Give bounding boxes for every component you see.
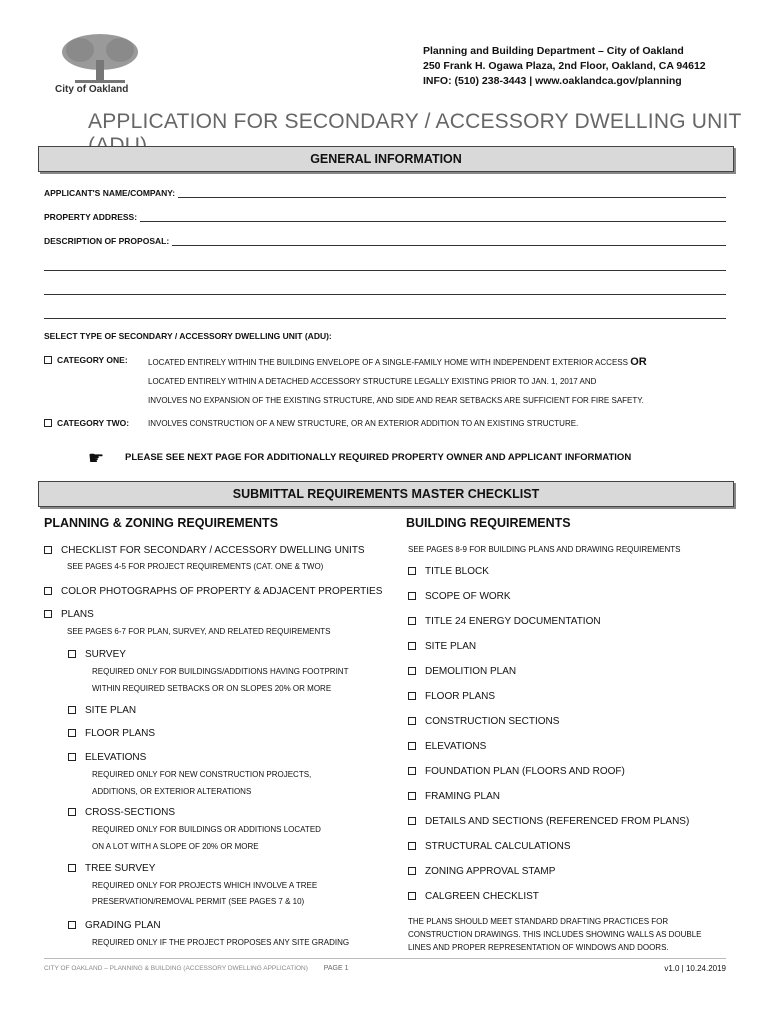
checklist-item-floor-plans[interactable] [68, 728, 155, 739]
checkbox[interactable] [408, 867, 416, 875]
footer-version: v1.0 | 10.24.2019 [664, 964, 726, 973]
item-label: FOUNDATION PLAN (FLOORS AND ROOF) [425, 766, 625, 777]
building-checklist-item[interactable] [408, 841, 571, 852]
category-one-line-3: INVOLVES NO EXPANSION OF THE EXISTING STRUCTURE, AND SIDE AND REAR SETBACKS ARE SUFFICIENT FOR FIRE SAFETY. [148, 396, 644, 405]
survey-note-1: REQUIRED ONLY FOR BUILDINGS/ADDITIONS HAVING FOOTPRINT [92, 667, 349, 676]
checklist-item-elevations[interactable] [68, 752, 146, 763]
building-checklist-item[interactable] [408, 566, 489, 577]
footer-document-name: CITY OF OAKLAND – PLANNING & BUILDING (ACCESSORY DWELLING APPLICATION) [44, 965, 308, 972]
checkbox[interactable] [68, 753, 76, 761]
item-label: CHECKLIST FOR SECONDARY / ACCESSORY DWELLING UNITS [61, 545, 365, 556]
item-label: TITLE 24 ENERGY DOCUMENTATION [425, 616, 601, 627]
planning-requirements-title: PLANNING & ZONING REQUIREMENTS [44, 516, 279, 530]
plans-note: SEE PAGES 6-7 FOR PLAN, SURVEY, AND RELATED REQUIREMENTS [67, 627, 331, 636]
item-label: FRAMING PLAN [425, 791, 501, 802]
building-checklist-item[interactable] [408, 766, 625, 777]
adu-checklist-note: SEE PAGES 4-5 FOR PROJECT REQUIREMENTS (CAT. ONE & TWO) [67, 562, 324, 571]
item-label: SCOPE OF WORK [425, 591, 511, 602]
building-checklist-item[interactable] [408, 866, 555, 877]
category-two-checkbox[interactable] [44, 419, 52, 427]
checkbox[interactable] [408, 617, 416, 625]
property-address-line[interactable] [140, 212, 726, 222]
cross-sections-note-2: ON A LOT WITH A SLOPE OF 20% OR MORE [92, 842, 259, 851]
cross-sections-note-1: REQUIRED ONLY FOR BUILDINGS OR ADDITIONS LOCATED [92, 825, 321, 834]
checkbox[interactable] [408, 792, 416, 800]
checkbox[interactable] [408, 642, 416, 650]
item-label: ELEVATIONS [85, 752, 147, 763]
checkbox[interactable] [44, 587, 52, 595]
checkbox[interactable] [408, 592, 416, 600]
building-checklist-item[interactable] [408, 716, 559, 727]
checkbox[interactable] [408, 817, 416, 825]
drafting-note-line-3: LINES AND PROPER REPRESENTATION OF WINDOWS AND DOORS. [408, 943, 669, 952]
checkbox[interactable] [68, 650, 76, 658]
category-one-option[interactable] [44, 355, 128, 365]
item-label: SURVEY [85, 649, 126, 660]
checkbox[interactable] [68, 808, 76, 816]
item-label: ZONING APPROVAL STAMP [425, 866, 556, 877]
footer-divider [44, 958, 726, 959]
grading-plan-note: REQUIRED ONLY IF THE PROJECT PROPOSES ANY SITE GRADING [92, 938, 350, 947]
checkbox[interactable] [408, 567, 416, 575]
department-address: 250 Frank H. Ogawa Plaza, 2nd Floor, Oakland, CA 94612 [423, 60, 706, 72]
department-info [423, 44, 706, 89]
checkbox[interactable] [44, 546, 52, 554]
tree-survey-note-2: PRESERVATION/REMOVAL PERMIT (SEE PAGES 7 & 10) [92, 897, 305, 906]
category-one-line-2: LOCATED ENTIRELY WITHIN A DETACHED ACCESSORY STRUCTURE LEGALLY EXISTING PRIOR TO JAN. 1, 2017 AND [148, 377, 597, 386]
checklist-header: SUBMITTAL REQUIREMENTS MASTER CHECKLIST [38, 481, 734, 507]
item-label: SITE PLAN [85, 705, 137, 716]
elevations-note-2: ADDITIONS, OR EXTERIOR ALTERATIONS [92, 787, 252, 796]
elevations-note-1: REQUIRED ONLY FOR NEW CONSTRUCTION PROJECTS, [92, 770, 312, 779]
description-line-2[interactable] [44, 270, 726, 271]
checkbox[interactable] [68, 864, 76, 872]
logo-text: City of Oakland [55, 84, 129, 95]
building-checklist-item[interactable] [408, 791, 500, 802]
checklist-item-survey[interactable] [68, 649, 126, 660]
description-line[interactable] [172, 236, 726, 246]
general-information-header: GENERAL INFORMATION [38, 146, 734, 172]
checklist-item-site-plan[interactable] [68, 705, 136, 716]
survey-note-2: WITHIN REQUIRED SETBACKS OR ON SLOPES 20% OR MORE [92, 684, 332, 693]
footer-left [44, 965, 349, 972]
category-two-option[interactable] [44, 418, 129, 428]
footer-page-number: PAGE 1 [323, 965, 349, 972]
checkbox[interactable] [408, 892, 416, 900]
checklist-item-plans[interactable] [44, 609, 94, 620]
page-title: APPLICATION FOR SECONDARY / ACCESSORY DWELLING UNIT [88, 110, 742, 133]
drafting-note-line-2: CONSTRUCTION DRAWINGS. THIS INCLUDES SHOWING WALLS AS DOUBLE [408, 930, 702, 939]
or-text: OR [630, 356, 647, 368]
category-one-label: CATEGORY ONE: [57, 355, 128, 365]
checkbox[interactable] [68, 921, 76, 929]
checkbox[interactable] [408, 667, 416, 675]
building-checklist-item[interactable] [408, 591, 511, 602]
item-label: DEMOLITION PLAN [425, 666, 517, 677]
item-label: CONSTRUCTION SECTIONS [425, 716, 560, 727]
next-page-notice: PLEASE SEE NEXT PAGE FOR ADDITIONALLY REQUIRED PROPERTY OWNER AND APPLICANT INFORMATION [125, 452, 632, 463]
property-address-label: PROPERTY ADDRESS: [44, 212, 138, 222]
building-checklist-item[interactable] [408, 816, 689, 827]
drafting-note-line-1: THE PLANS SHOULD MEET STANDARD DRAFTING PRACTICES FOR [408, 917, 669, 926]
building-checklist-item[interactable] [408, 666, 516, 677]
checklist-item-adu-checklist[interactable] [44, 545, 365, 556]
property-address-field[interactable] [44, 212, 726, 222]
applicant-name-field[interactable] [44, 188, 726, 198]
building-requirements-note: SEE PAGES 8-9 FOR BUILDING PLANS AND DRAWING REQUIREMENTS [408, 545, 681, 554]
building-checklist-item[interactable] [408, 691, 495, 702]
pointing-hand-icon: ☛ [88, 448, 105, 468]
drafting-note [408, 915, 702, 954]
checkbox[interactable] [408, 842, 416, 850]
category-two-label: CATEGORY TWO: [57, 418, 130, 428]
category-two-line-1: INVOLVES CONSTRUCTION OF A NEW STRUCTURE, OR AN EXTERIOR ADDITION TO AN EXISTING STRUCTURE. [148, 419, 579, 428]
item-label: GRADING PLAN [85, 920, 161, 931]
building-checklist-item[interactable] [408, 741, 486, 752]
checkbox[interactable] [44, 610, 52, 618]
item-label: FLOOR PLANS [85, 728, 156, 739]
building-checklist-item[interactable] [408, 891, 539, 902]
checkbox[interactable] [68, 729, 76, 737]
checklist-item-photos[interactable] [44, 586, 382, 597]
item-label: TREE SURVEY [85, 863, 156, 874]
applicant-name-label: APPLICANT'S NAME/COMPANY: [44, 188, 176, 198]
building-requirements-title: BUILDING REQUIREMENTS [406, 516, 571, 530]
item-label: PLANS [61, 609, 94, 620]
checklist-item-grading-plan[interactable] [68, 920, 161, 931]
item-label: STRUCTURAL CALCULATIONS [425, 841, 571, 852]
item-label: CALGREEN CHECKLIST [425, 891, 539, 902]
description-line-3[interactable] [44, 294, 726, 295]
checklist-item-tree-survey[interactable] [68, 863, 155, 874]
checkbox[interactable] [68, 706, 76, 714]
item-label: SITE PLAN [425, 641, 477, 652]
checklist-item-cross-sections[interactable] [68, 807, 175, 818]
tree-survey-note-1: REQUIRED ONLY FOR PROJECTS WHICH INVOLVE A TREE [92, 881, 318, 890]
item-label: DETAILS AND SECTIONS (REFERENCED FROM PLANS) [425, 816, 690, 827]
item-label: TITLE BLOCK [425, 566, 489, 577]
adu-type-prompt: SELECT TYPE OF SECONDARY / ACCESSORY DWELLING UNIT (ADU): [44, 331, 332, 341]
applicant-name-line[interactable] [178, 188, 726, 198]
category-one-text-1: LOCATED ENTIRELY WITHIN THE BUILDING ENVELOPE OF A SINGLE-FAMILY HOME WITH INDEPENDENT EXTERIOR ACCESS [148, 358, 628, 367]
checkbox[interactable] [408, 767, 416, 775]
description-line-4[interactable] [44, 318, 726, 319]
description-label: DESCRIPTION OF PROPOSAL: [44, 236, 170, 246]
item-label: ELEVATIONS [425, 741, 487, 752]
checkbox[interactable] [408, 742, 416, 750]
item-label: CROSS-SECTIONS [85, 807, 176, 818]
category-one-line-1 [148, 356, 647, 368]
item-label: COLOR PHOTOGRAPHS OF PROPERTY & ADJACENT PROPERTIES [61, 586, 383, 597]
building-checklist-item[interactable] [408, 641, 476, 652]
building-checklist-item[interactable] [408, 616, 601, 627]
checkbox[interactable] [408, 692, 416, 700]
department-name: Planning and Building Department – City of Oakland [423, 45, 684, 57]
item-label: FLOOR PLANS [425, 691, 496, 702]
department-contact: INFO: (510) 238-3443 | www.oaklandca.gov/planning [423, 75, 682, 87]
checkbox[interactable] [408, 717, 416, 725]
category-one-checkbox[interactable] [44, 356, 52, 364]
description-field[interactable] [44, 236, 726, 246]
